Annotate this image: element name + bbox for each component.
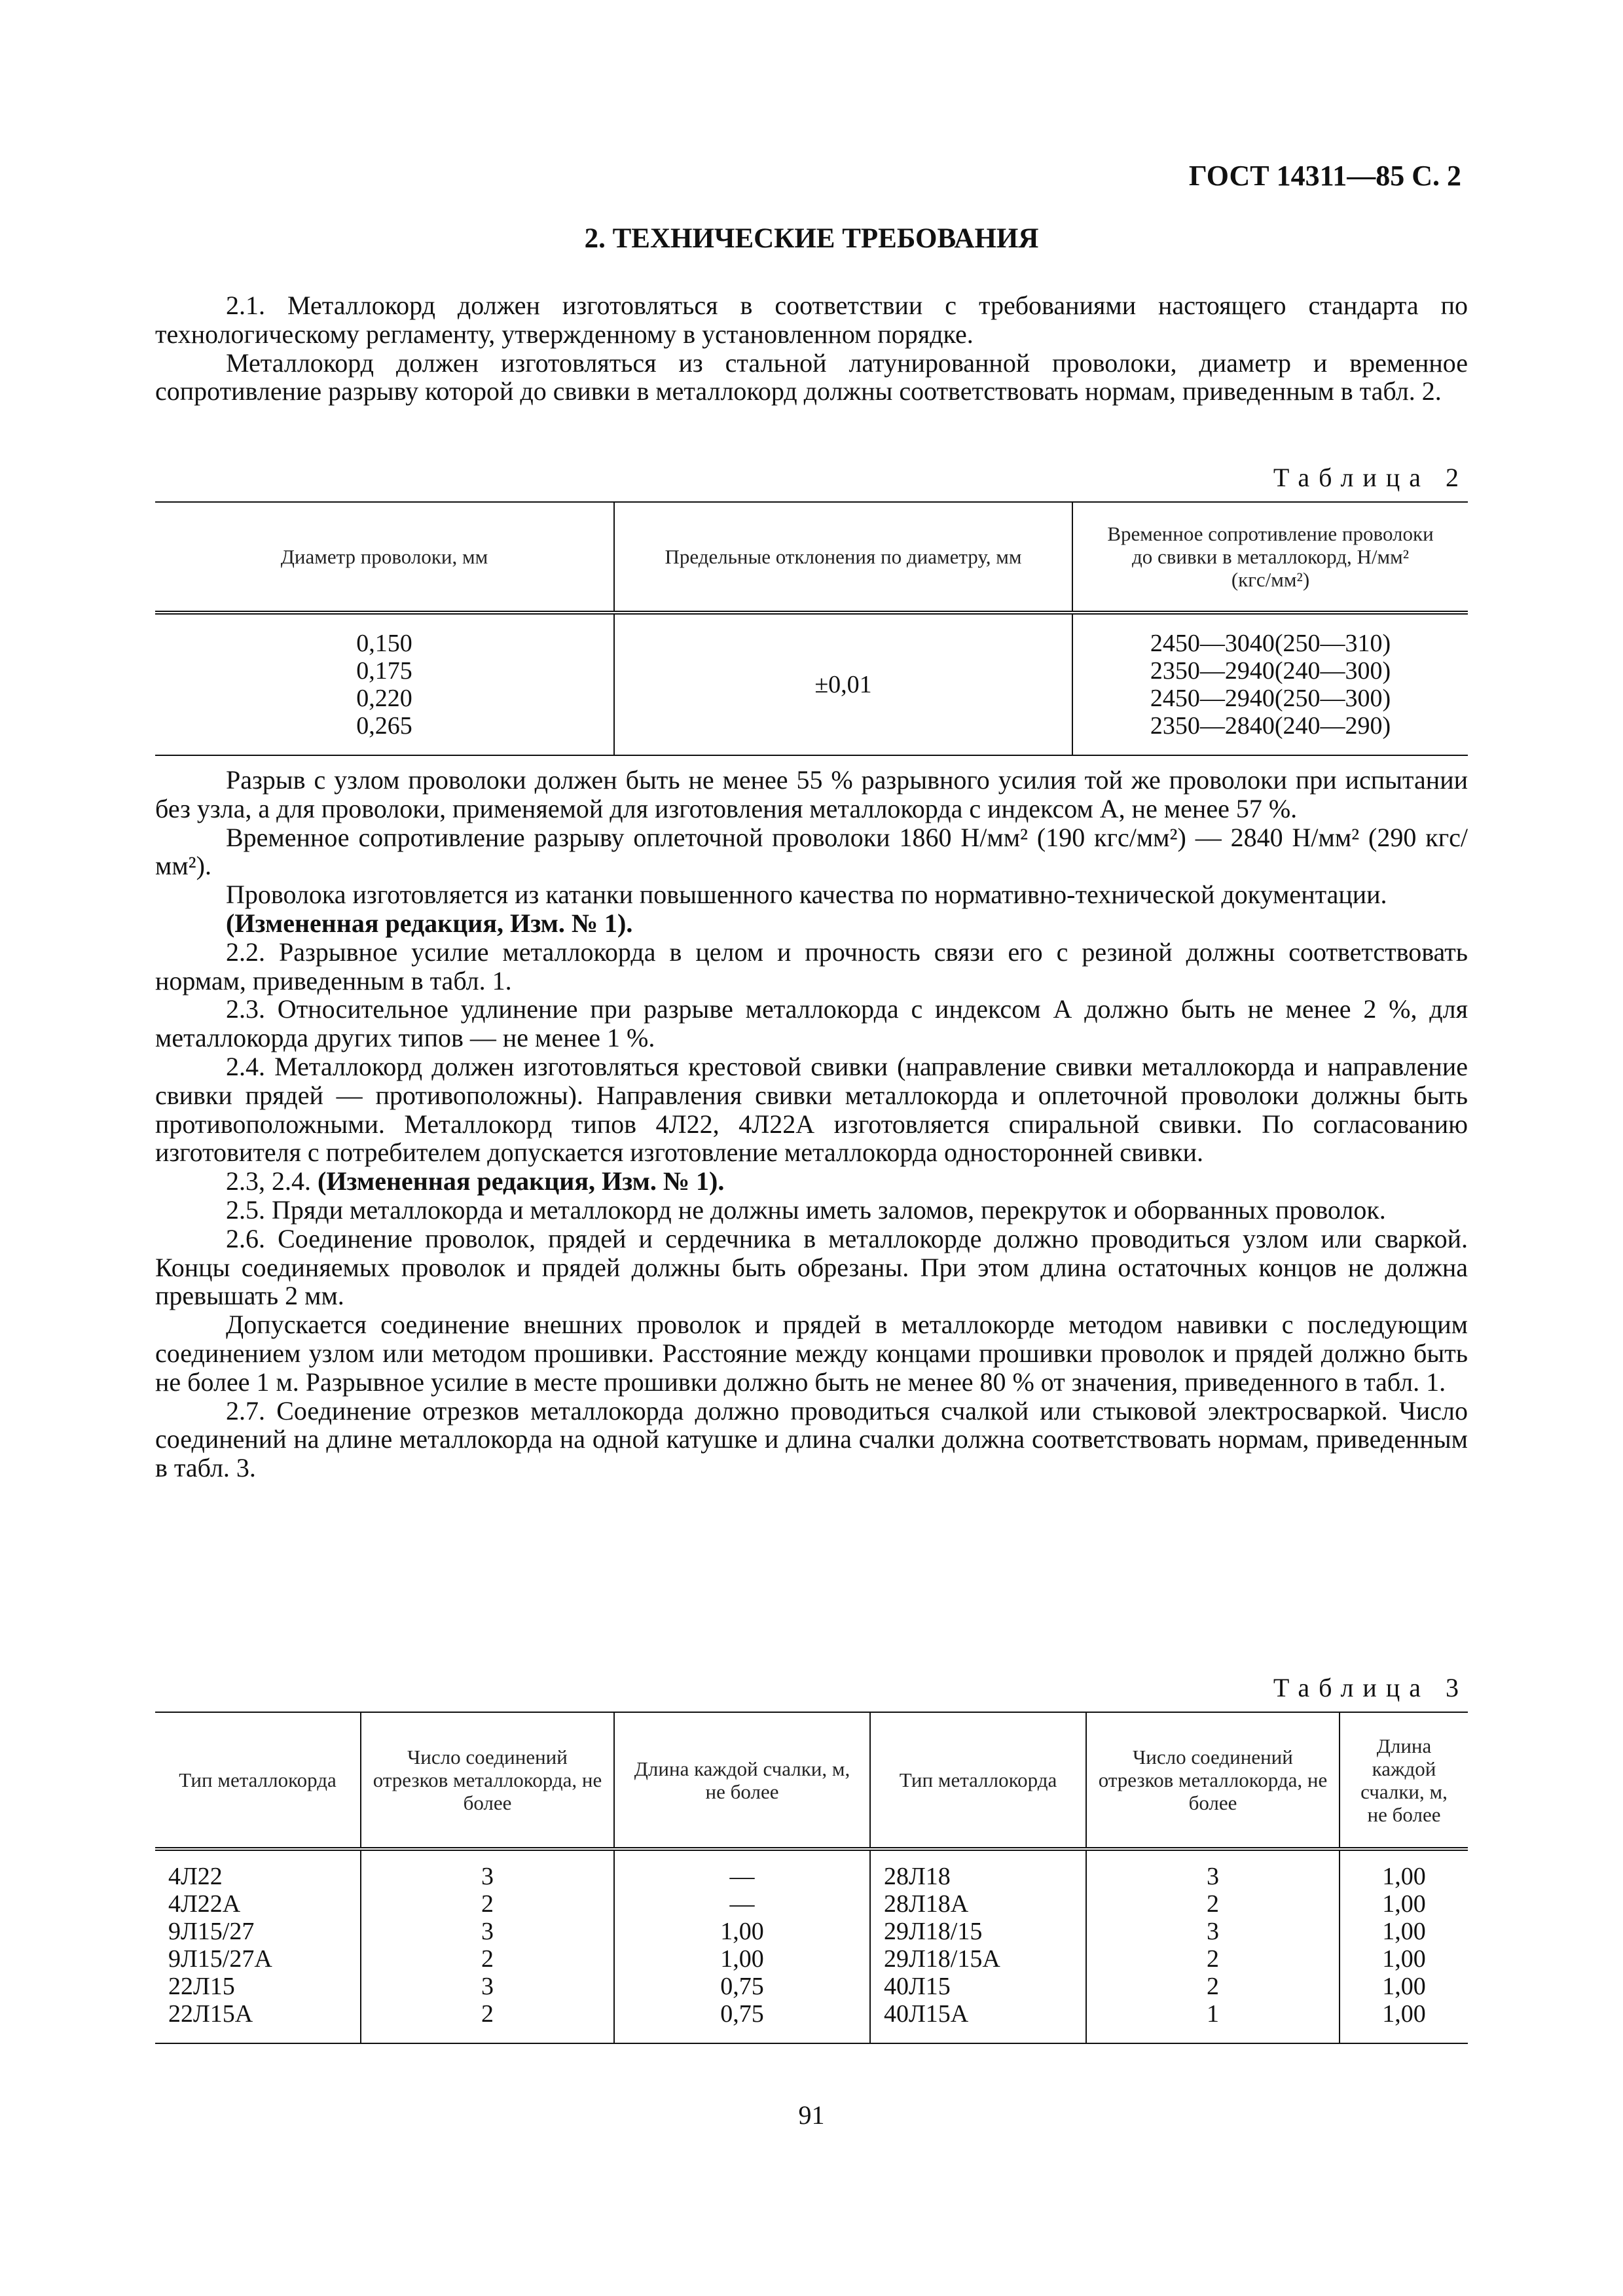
paragraph: 2.7. Соединение отрезков металлокорда должно проводиться счалкой или стыковой электросваркой. Число соединений на длине металлокорда на одной катушке и длина счалки должна соответствовать нормам, приведенным в табл. 3. bbox=[155, 1395, 1468, 1483]
cell-value: 3 bbox=[1207, 1862, 1219, 1890]
cell-value: 2 bbox=[481, 2000, 494, 2028]
cell-value: 2350—2940(240—300) bbox=[1150, 657, 1391, 685]
diameter-cell bbox=[155, 613, 614, 755]
cell-value: — bbox=[729, 1890, 755, 1918]
header-line: Временное сопротивление проволоки bbox=[1107, 522, 1434, 545]
cell-value: 9Л15/27А bbox=[168, 1945, 272, 1973]
cell-value: — bbox=[729, 1862, 755, 1890]
paragraph: 2.2. Разрывное усилие металлокорда в целом и прочность связи его с резиной должны соответствовать нормам, приведенным в табл. 1. bbox=[155, 937, 1468, 996]
column-header: Предельные отклонения по диаметру, мм bbox=[614, 502, 1072, 613]
amendment-bold: (Измененная редакция, Изм. № 1). bbox=[226, 908, 633, 938]
cell-value: 28Л18А bbox=[884, 1890, 969, 1918]
cell-value: 1,00 bbox=[1382, 1972, 1426, 2000]
cell-value: 22Л15 bbox=[168, 1972, 235, 2000]
table-header-row bbox=[155, 1712, 1468, 1849]
table-3 bbox=[155, 1712, 1468, 2044]
cell-value: 2 bbox=[481, 1945, 494, 1973]
cell-value: 1,00 bbox=[1382, 1862, 1426, 1890]
cell-value: 0,220 bbox=[356, 685, 412, 712]
type-cell bbox=[870, 1849, 1086, 2043]
amendment-note bbox=[155, 909, 1468, 938]
page-number: 91 bbox=[798, 2100, 825, 2130]
cell-value: 3 bbox=[481, 1917, 494, 1945]
table-row bbox=[155, 613, 1468, 755]
paragraph: Допускается соединение внешних проволок и прядей в металлокорде методом навивки с последующим соединением узлом или методом прошивки. Расстояние между концами прошивки проволок и прядей должно быть не более 1 м. Разрывное усилие в месте прошивки должно быть не менее 80 % от значения, приведенного в табл. 1. bbox=[155, 1310, 1468, 1397]
intro-text bbox=[155, 291, 1468, 406]
cell-value: 9Л15/27 bbox=[168, 1917, 255, 1945]
cell-value: 2 bbox=[1207, 1890, 1219, 1918]
cell-value: 2 bbox=[481, 1890, 494, 1918]
cell-value: 0,265 bbox=[356, 712, 412, 740]
table-header-row bbox=[155, 502, 1468, 613]
paragraph: Проволока изготовляется из катанки повышенного качества по нормативно-технической документации. bbox=[226, 880, 1387, 910]
column-header: Число соединений отрезков металлокорда, не более bbox=[361, 1712, 614, 1849]
cell-value: 1,00 bbox=[1382, 1890, 1426, 1918]
cell-value: 22Л15А bbox=[168, 2000, 253, 2028]
cell-value: 3 bbox=[481, 1862, 494, 1890]
cell-value: 0,75 bbox=[720, 1972, 764, 2000]
amendment-bold: (Измененная редакция, Изм. № 1). bbox=[318, 1166, 725, 1196]
column-header: Тип металлокорда bbox=[155, 1712, 361, 1849]
header-line: до свивки в металлокорд, Н/мм² bbox=[1131, 545, 1410, 568]
cell-value: 1,00 bbox=[1382, 1945, 1426, 1973]
paragraph: 2.6. Соединение проволок, прядей и сердечника в металлокорде должно проводиться узлом или сваркой. Концы соединяемых проволок и прядей должны быть обрезаны. При этом длина остаточных концов не должна превышать 2 мм. bbox=[155, 1223, 1468, 1311]
paragraph: Разрыв с узлом проволоки должен быть не менее 55 % разрывного усилия той же проволоки при испытании без узла, а для проволоки, применяемой для изготовления металлокорда с индексом А, не менее 57 %. bbox=[155, 765, 1468, 823]
table-2 bbox=[155, 501, 1468, 756]
section-title: 2. ТЕХНИЧЕСКИЕ ТРЕБОВАНИЯ bbox=[584, 223, 1039, 254]
cell-value: 40Л15 bbox=[884, 1972, 951, 2000]
paragraph: 2.3. Относительное удлинение при разрыве металлокорда с индексом А должно быть не менее 2 %, для металлокорда других типов — не менее 1 %. bbox=[155, 994, 1468, 1053]
table-2-label: Таблица 2 bbox=[1273, 463, 1468, 492]
cell-value: 3 bbox=[481, 1972, 494, 2000]
paragraph: 2.4. Металлокорд должен изготовляться крестовой свивки (направление свивки металлокорда и направление свивки прядей — противоположны). Направления свивки металлокорда и оплеточной проволоки должны быть противоположными. Металлокорд типов 4Л22, 4Л22А изготовляется спиральной свивки. По согласованию изготовителя с потребителем допускается изготовление металлокорда односторонней свивки. bbox=[155, 1051, 1468, 1168]
amendment-note bbox=[155, 1167, 1468, 1196]
cell-value: 1,00 bbox=[1382, 2000, 1426, 2028]
column-header: Тип металлокорда bbox=[870, 1712, 1086, 1849]
cell-value: 2 bbox=[1207, 1972, 1219, 2000]
joints-cell bbox=[1086, 1849, 1340, 2043]
paragraph: Металлокорд должен изготовляться из стальной латунированной проволоки, диаметр и временное сопротивление разрыву которой до свивки в металлокорд должны соответствовать нормам, приведенным в табл. 2. bbox=[155, 348, 1468, 406]
header-line: (кгс/мм²) bbox=[1231, 568, 1310, 591]
cell-value: 1,00 bbox=[720, 1917, 764, 1945]
joints-cell bbox=[361, 1849, 614, 2043]
tolerance-cell: ±0,01 bbox=[614, 613, 1072, 755]
page-header: ГОСТ 14311—85 С. 2 bbox=[1188, 160, 1461, 192]
cell-value: 4Л22А bbox=[168, 1890, 241, 1918]
paragraph: 2.1. Металлокорд должен изготовляться в соответствии с требованиями настоящего стандарта по технологическому регламенту, утвержденному в установленном порядке. bbox=[155, 291, 1468, 349]
cell-value: 2450—3040(250—310) bbox=[1150, 630, 1391, 657]
cell-value: 1,00 bbox=[1382, 1917, 1426, 1945]
type-cell bbox=[155, 1849, 361, 2043]
column-header: Длина каждой счалки, м, не более bbox=[614, 1712, 870, 1849]
length-cell bbox=[614, 1849, 870, 2043]
cell-value: 29Л18/15 bbox=[884, 1917, 983, 1945]
cell-value: 40Л15А bbox=[884, 2000, 969, 2028]
table-3-label: Таблица 3 bbox=[1273, 1673, 1468, 1702]
cell-value: 0,150 bbox=[356, 630, 412, 657]
cell-value: 2450—2940(250—300) bbox=[1150, 685, 1391, 712]
cell-value: 0,75 bbox=[720, 2000, 764, 2028]
cell-value: 29Л18/15А bbox=[884, 1945, 1000, 1973]
paragraph: 2.5. Пряди металлокорда и металлокорд не должны иметь заломов, перекруток и оборванных проволок. bbox=[226, 1194, 1386, 1225]
column-header bbox=[1072, 502, 1468, 613]
strength-cell bbox=[1072, 613, 1468, 755]
cell-value: 1 bbox=[1207, 2000, 1219, 2028]
table-row bbox=[155, 1849, 1468, 2043]
cell-value: 4Л22 bbox=[168, 1862, 223, 1890]
length-cell bbox=[1340, 1849, 1468, 2043]
column-header: Диаметр проволоки, мм bbox=[155, 502, 614, 613]
column-header: Число соединений отрезков металлокорда, не более bbox=[1086, 1712, 1340, 1849]
cell-value: 3 bbox=[1207, 1917, 1219, 1945]
cell-value: 2350—2840(240—290) bbox=[1150, 712, 1391, 740]
paragraph: Временное сопротивление разрыву оплеточной проволоки 1860 Н/мм² (190 кгс/мм²) — 2840 Н/мм² (290 кгс/мм²). bbox=[155, 822, 1468, 881]
cell-value: 1,00 bbox=[720, 1945, 764, 1973]
cell-value: 2 bbox=[1207, 1945, 1219, 1973]
clause-ref: 2.3, 2.4. bbox=[226, 1166, 311, 1196]
body-text bbox=[155, 766, 1468, 1482]
column-header: Длина каждой счалки, м, не более bbox=[1340, 1712, 1468, 1849]
cell-value: 28Л18 bbox=[884, 1862, 951, 1890]
cell-value: 0,175 bbox=[356, 657, 412, 685]
